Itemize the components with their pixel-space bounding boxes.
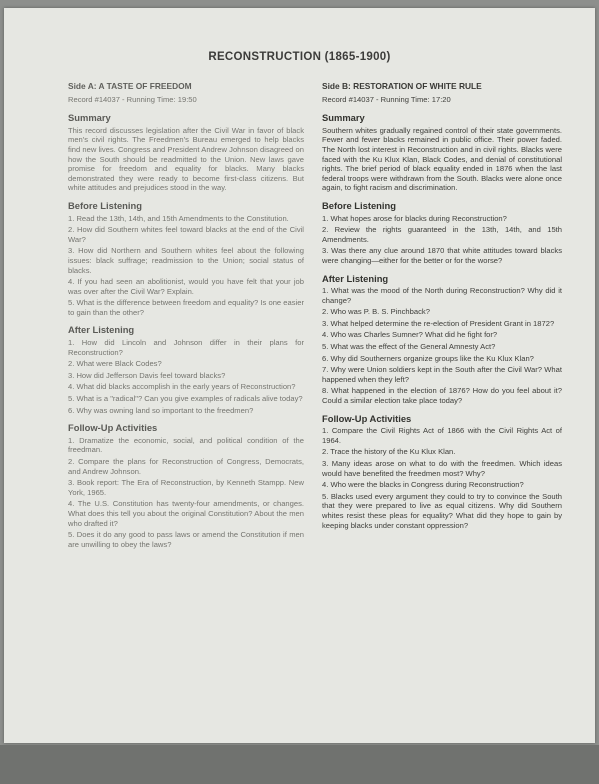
list-item: 1. Dramatize the economic, social, and political condition of the freedman.: [68, 435, 304, 455]
list-item: 1. Read the 13th, 14th, and 15th Amendments to the Constitution.: [68, 213, 289, 223]
list-item: 3. How did Jefferson Davis feel toward blacks?: [68, 370, 226, 380]
side-a-record: Record #14037 - Running Time: 19:50: [68, 94, 197, 104]
list-item: 4. If you had seen an abolitionist, would you have felt that your job was over after the Civil War? Explain.: [68, 277, 304, 296]
side-b-before-section: [322, 201, 562, 266]
list-item: 7. Why were Union soldiers kept in the South after the Civil War? What happened when they left?: [322, 365, 562, 384]
list-item: 2. Trace the history of the Ku Klux Klan.: [322, 447, 456, 457]
list-item: 5. Does it do any good to pass laws or amend the Constitution if men are unwilling to obey the laws?: [68, 530, 304, 549]
list-item: 4. What did blacks accomplish in the early years of Reconstruction?: [68, 382, 296, 392]
side-a-followup-section: [68, 423, 304, 549]
list-item: 4. The U.S. Constitution has twenty-four amendments, or changes. What does this tell you about the original Constitution? About the men who drafted it?: [68, 499, 304, 528]
side-b-title: Side B: RESTORATION OF WHITE RULE: [322, 81, 482, 91]
side-b-summary-heading: Summary: [322, 112, 365, 124]
list-item: 2. Compare the plans for Reconstruction of Congress, Democrats, and Andrew Johnson.: [68, 457, 304, 476]
list-item: 1. How did Lincoln and Johnson differ in their plans for Reconstruction?: [68, 338, 304, 357]
list-item: 2. Who was P. B. S. Pinchback?: [322, 307, 430, 317]
list-item: 3. Was there any clue around 1870 that white attitudes toward blacks were changing—either for the better or for the worse?: [322, 246, 562, 265]
side-a-before-heading: Before Listening: [68, 199, 142, 211]
side-a-after-section: [68, 325, 304, 415]
side-a-title: Side A: A TASTE OF FREEDOM: [68, 81, 192, 91]
list-item: 3. What helped determine the re-election of President Grant in 1872?: [322, 318, 555, 328]
side-a-summary: This record discusses legislation after the Civil War in favor of black men's civil rights. The Freedmen's Bureau emerged to help blacks find new lives. Congress and President Andrew Johnson disagreed on how the South should be readmitted to the Union. New laws gave promise for freedom and equality for blacks. Many blacks demonstrated they were ready to become first-class citizens. But white attitudes and prejudices stood in the way.: [68, 125, 304, 193]
side-a-after-heading: After Listening: [68, 324, 135, 336]
list-item: 4. Who was Charles Sumner? What did he fight for?: [322, 330, 498, 340]
page-title: RECONSTRUCTION (1865-1900): [208, 51, 391, 63]
list-item: 3. How did Northern and Southern whites feel about the following issues: black suffrage; readmission to the Union; social status of blacks.: [68, 246, 304, 275]
list-item: 5. What was the effect of the General Amnesty Act?: [322, 342, 496, 352]
list-item: 8. What happened in the election of 1876? How do you feel about it? Could a similar election take place today?: [322, 386, 562, 406]
left-column: [68, 82, 304, 557]
side-b-before-heading: Before Listening: [322, 199, 396, 211]
list-item: 1. What hopes arose for blacks during Reconstruction?: [322, 213, 507, 223]
list-item: 2. What were Black Codes?: [68, 359, 162, 369]
list-item: 2. Review the rights guaranteed in the 13th, 14th, and 15th Amendments.: [322, 225, 562, 244]
side-a-before-section: [68, 201, 304, 318]
list-item: 5. What is a "radical"? Can you give examples of radicals alive today?: [68, 394, 303, 404]
list-item: 3. Book report: The Era of Reconstruction, by Kenneth Stampp. New York, 1965.: [68, 478, 304, 497]
background-surface: [0, 745, 599, 784]
list-item: 1. Compare the Civil Rights Act of 1866 with the Civil Rights Act of 1964.: [322, 426, 562, 445]
side-b-record: Record #14037 - Running Time: 17:20: [322, 94, 451, 104]
side-b-after-heading: After Listening: [322, 272, 389, 284]
side-b-followup-section: [322, 414, 562, 531]
side-b-summary: Southern whites gradually regained control of their state governments. Fewer and fewer blacks remained in public office. Their power faded. The North lost interest in Reconstruction and in civil rights. Blacks were faced with the Ku Klux Klan, Black Codes, and denial of constitutional rights. The brief period of black equality ended in 1876 when the last federal troops were withdrawn from the South. Blacks were alone once again, to fight racism and discrimination.: [322, 125, 562, 193]
side-b-after-section: [322, 274, 562, 406]
list-item: 4. Who were the blacks in Congress during Reconstruction?: [322, 480, 524, 490]
list-item: 6. Why did Southerners organize groups like the Ku Klux Klan?: [322, 353, 534, 363]
right-column: [322, 82, 562, 538]
list-item: 1. What was the mood of the North during Reconstruction? Why did it change?: [322, 286, 562, 305]
list-item: 6. Why was owning land so important to the freedmen?: [68, 405, 254, 415]
side-b-followup-heading: Follow-Up Activities: [322, 412, 412, 424]
document-page: [4, 8, 595, 743]
list-item: 2. How did Southern whites feel toward blacks at the end of the Civil War?: [68, 225, 304, 244]
list-item: 5. What is the difference between freedom and equality? Is one easier to gain than the other?: [68, 298, 304, 317]
side-a-followup-heading: Follow-Up Activities: [68, 422, 158, 434]
side-a-summary-heading: Summary: [68, 112, 111, 124]
list-item: 3. Many ideas arose on what to do with the freedmen. Which ideas would have benefited the freedmen most? Why?: [322, 459, 562, 478]
list-item: 5. Blacks used every argument they could to try to convince the South that they were prepared to live as equal citizens. Why did Southern whites resist these pleas for equality? What did they hope to gain by keeping blacks under constant oppression?: [322, 491, 562, 530]
